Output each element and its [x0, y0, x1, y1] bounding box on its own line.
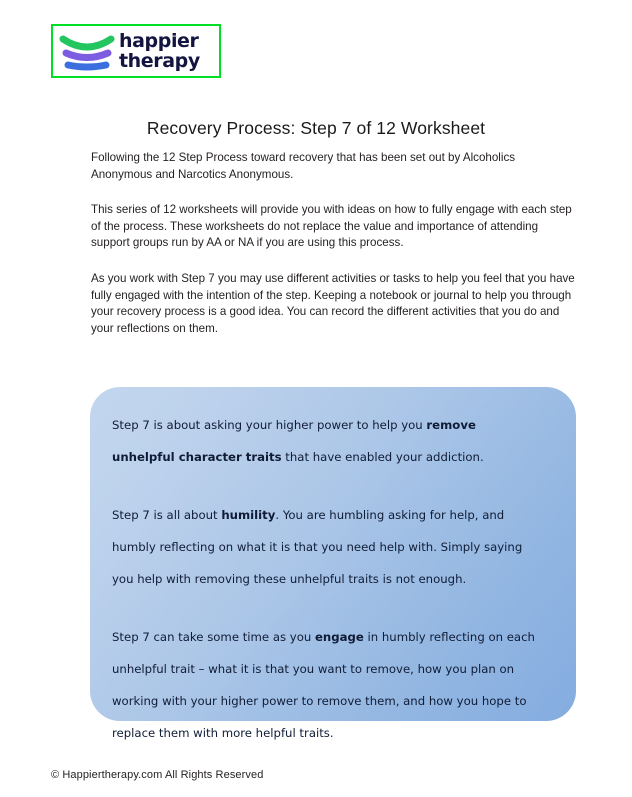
- happier-therapy-arcs-icon: [59, 29, 115, 73]
- callout-paragraph: Step 7 is all about humility. You are humbling asking for help, and humbly reflecting on what it is that you need help with. Simply saying you help with removing these unhelpful traits is not enough.: [112, 508, 523, 586]
- step-highlight-box: [90, 387, 576, 740]
- brand-wordmark-line2: therapy: [119, 50, 200, 72]
- brand-wordmark: [119, 31, 200, 71]
- page-title: Recovery Process: Step 7 of 12 Worksheet: [146, 117, 486, 138]
- callout-paragraph: Step 7 can take some time as you engage in humbly reflecting on each unhelpful trait – what it is that you want to remove, how you plan on working with your higher power to remove them, and how you hope to replace them with more helpful traits.: [112, 630, 535, 740]
- callout-paragraph: Step 7 is about asking your higher power to help you remove unhelpful character traits that have enabled your addiction.: [112, 418, 484, 464]
- intro-text-block: [91, 150, 575, 356]
- intro-paragraph: As you work with Step 7 you may use different activities or tasks to help you feel that you have fully engaged with the intention of the step. Keeping a notebook or journal to help you through your recovery process is a good idea. You can record the different activities that you do and your reflections on them.: [91, 271, 575, 335]
- intro-paragraph: Following the 12 Step Process toward recovery that has been set out by Alcoholics Anonymous and Narcotics Anonymous.: [91, 151, 516, 181]
- brand-logo: [51, 24, 221, 78]
- intro-paragraph: This series of 12 worksheets will provide you with ideas on how to fully engage with each step of the process. These worksheets do not replace the value and importance of attending support groups run by AA or NA if you are using this process.: [91, 203, 572, 250]
- brand-wordmark-line1: happier: [119, 30, 199, 52]
- footer-copyright: © Happiertherapy.com All Rights Reserved: [51, 769, 264, 781]
